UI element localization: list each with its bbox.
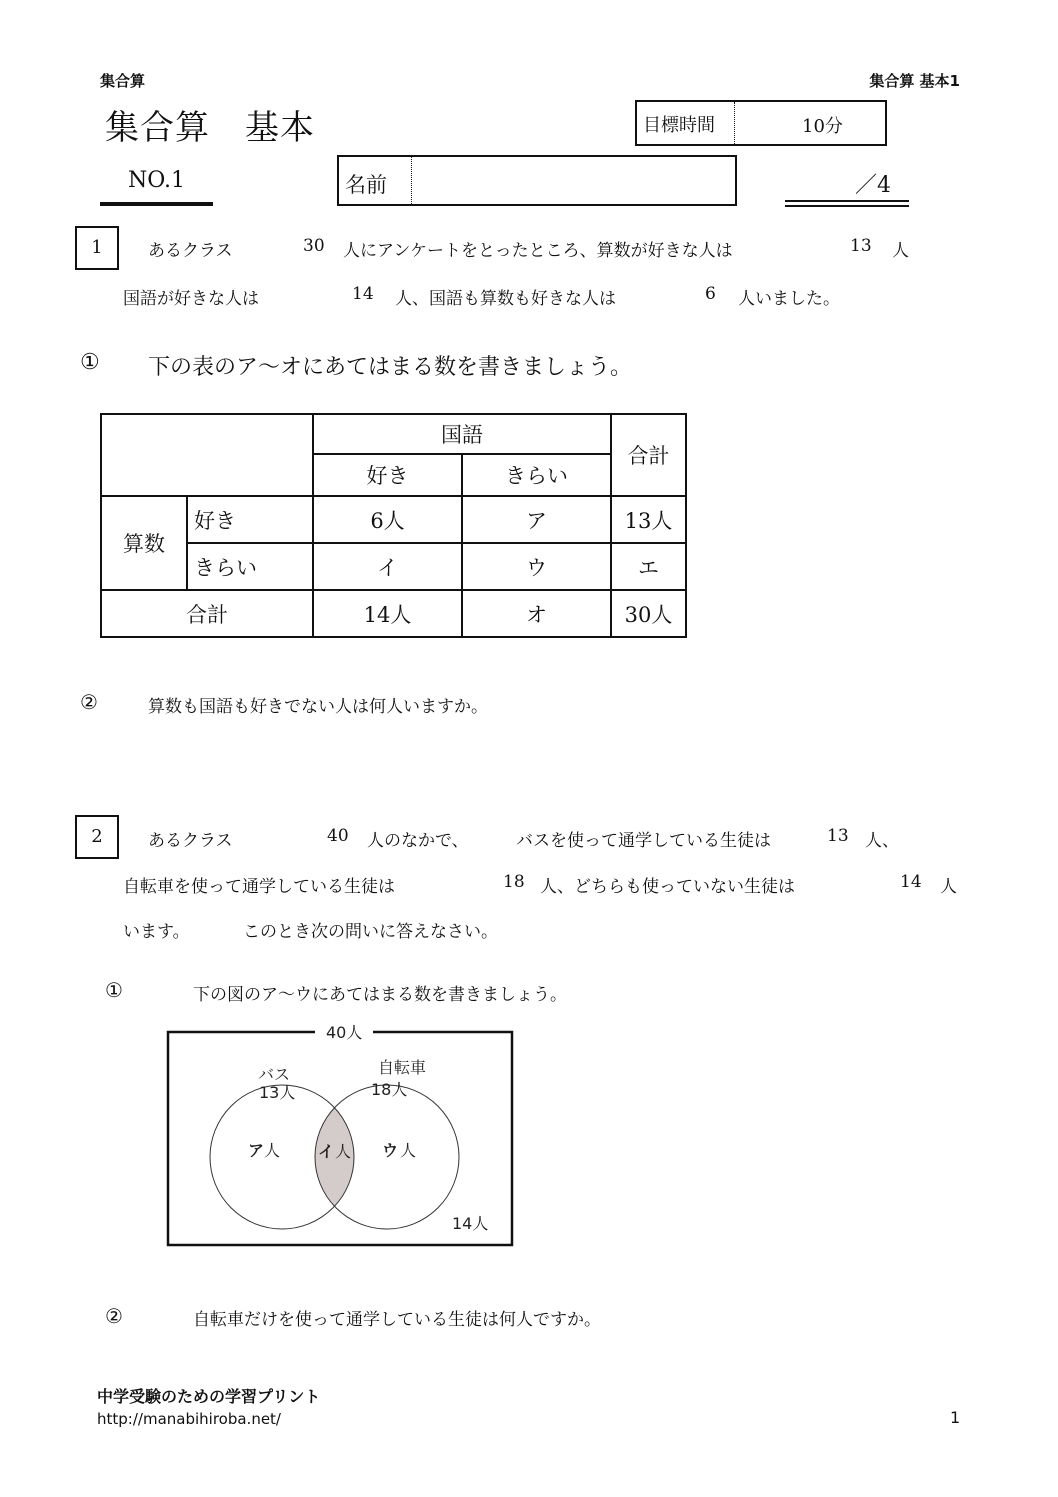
q2-number-14: 14 bbox=[900, 872, 922, 892]
q1-number-6: 6 bbox=[705, 284, 716, 304]
q1-text: 人いました。 bbox=[738, 289, 840, 309]
venn-outside-count: 14人 bbox=[452, 1214, 489, 1233]
q2-text: あるクラス bbox=[148, 831, 233, 851]
q2-number-40: 40 bbox=[327, 826, 349, 846]
table-cell: 14人 bbox=[313, 590, 462, 637]
venn-u-unit: 人 bbox=[400, 1141, 417, 1160]
table-row-label-suki: 好き bbox=[187, 496, 313, 543]
table-header-kirai: きらい bbox=[462, 454, 611, 496]
table-corner bbox=[101, 414, 313, 496]
q2-sub2-marker: ② bbox=[105, 1304, 123, 1328]
table-cell-a: ア bbox=[462, 496, 611, 543]
table-cell-i: イ bbox=[313, 543, 462, 590]
table-cell: 30人 bbox=[611, 590, 686, 637]
venn-diagram bbox=[160, 1015, 520, 1250]
q2-text: 人、どちらも使っていない生徒は bbox=[540, 877, 795, 897]
question-1-number: 1 bbox=[75, 226, 119, 270]
q2-number-13: 13 bbox=[827, 826, 849, 846]
page-number: 1 bbox=[950, 1408, 961, 1427]
q2-number-18: 18 bbox=[503, 872, 525, 892]
q2-text: 自転車を使って通学している生徒は bbox=[123, 877, 395, 897]
q1-sub2-marker: ② bbox=[80, 690, 98, 714]
q2-text: 人 bbox=[940, 877, 957, 897]
q2-text: 人、 bbox=[865, 831, 899, 851]
q1-line-1 bbox=[148, 236, 233, 261]
venn-u-letter: ウ bbox=[382, 1141, 399, 1160]
table-cell-o: オ bbox=[462, 590, 611, 637]
venn-i-letter: イ bbox=[318, 1142, 335, 1161]
table-row-label-total: 合計 bbox=[101, 590, 313, 637]
table-header-suki: 好き bbox=[313, 454, 462, 496]
score-underline-2 bbox=[785, 205, 909, 207]
q1-text: 人 bbox=[892, 241, 909, 261]
table-header-kokugo: 国語 bbox=[313, 414, 611, 454]
table-cell: 13人 bbox=[611, 496, 686, 543]
venn-bus-label: バス bbox=[258, 1065, 291, 1084]
q1-number-13: 13 bbox=[850, 236, 872, 256]
table-cell: 6人 bbox=[313, 496, 462, 543]
score-underline bbox=[785, 200, 909, 202]
target-time-box bbox=[635, 100, 887, 146]
q1-number-14: 14 bbox=[352, 284, 374, 304]
target-time-label: 目標時間 bbox=[643, 115, 715, 136]
venn-total: 40人 bbox=[326, 1023, 363, 1042]
venn-a-letter: ア bbox=[248, 1141, 265, 1160]
question-2-number: 2 bbox=[75, 815, 119, 859]
table-row-label-kirai: きらい bbox=[187, 543, 313, 590]
venn-bike-count: 18人 bbox=[371, 1080, 408, 1099]
page-title: 集合算 基本 bbox=[105, 108, 315, 148]
cross-table bbox=[100, 413, 687, 638]
q1-sub2-text: 算数も国語も好きでない人は何人いますか。 bbox=[148, 697, 488, 717]
venn-bike-label: 自転車 bbox=[378, 1058, 427, 1077]
name-label: 名前 bbox=[345, 173, 387, 197]
name-divider bbox=[411, 157, 412, 204]
target-time-value: 10分 bbox=[802, 116, 843, 137]
sheet-number: NO.1 bbox=[128, 168, 185, 193]
table-row-header-sansu: 算数 bbox=[101, 496, 187, 590]
venn-bus-count: 13人 bbox=[259, 1083, 296, 1102]
footer-title: 中学受験のための学習プリント bbox=[97, 1387, 321, 1406]
q1-sub1-text: 下の表のア～オにあてはまる数を書きましょう。 bbox=[148, 355, 633, 380]
q2-sub2-text: 自転車だけを使って通学している生徒は何人ですか。 bbox=[193, 1310, 601, 1330]
q2-text: このとき次の問いに答えなさい。 bbox=[243, 922, 498, 942]
q2-sub1-marker: ① bbox=[105, 978, 123, 1002]
q1-text: 国語が好きな人は bbox=[123, 289, 259, 309]
header-category: 集合算 bbox=[100, 72, 146, 90]
table-cell-e: エ bbox=[611, 543, 686, 590]
q1-text: 人、国語も算数も好きな人は bbox=[395, 289, 616, 309]
venn-i-unit: 人 bbox=[335, 1142, 352, 1161]
q1-text: あるクラス bbox=[148, 241, 233, 261]
q2-text: 人のなかで、 bbox=[367, 831, 469, 851]
q2-sub1-text: 下の図のア～ウにあてはまる数を書きましょう。 bbox=[193, 985, 567, 1005]
footer-url[interactable]: http://manabihiroba.net/ bbox=[97, 1410, 281, 1428]
header-sheet-id: 集合算 基本1 bbox=[869, 72, 960, 90]
score-field: ／4 bbox=[855, 173, 891, 198]
target-time-divider bbox=[734, 102, 735, 144]
table-cell-u: ウ bbox=[462, 543, 611, 590]
venn-a-unit: 人 bbox=[264, 1141, 281, 1160]
name-field[interactable] bbox=[337, 155, 737, 206]
q2-text: バスを使って通学している生徒は bbox=[516, 831, 771, 851]
table-header-total: 合計 bbox=[611, 414, 686, 496]
q1-sub1-marker: ① bbox=[80, 350, 100, 375]
q1-text: 人にアンケートをとったところ、算数が好きな人は bbox=[343, 241, 733, 261]
q2-text: います。 bbox=[123, 922, 190, 942]
sheet-number-underline bbox=[100, 202, 213, 206]
q1-number-30: 30 bbox=[303, 236, 325, 256]
